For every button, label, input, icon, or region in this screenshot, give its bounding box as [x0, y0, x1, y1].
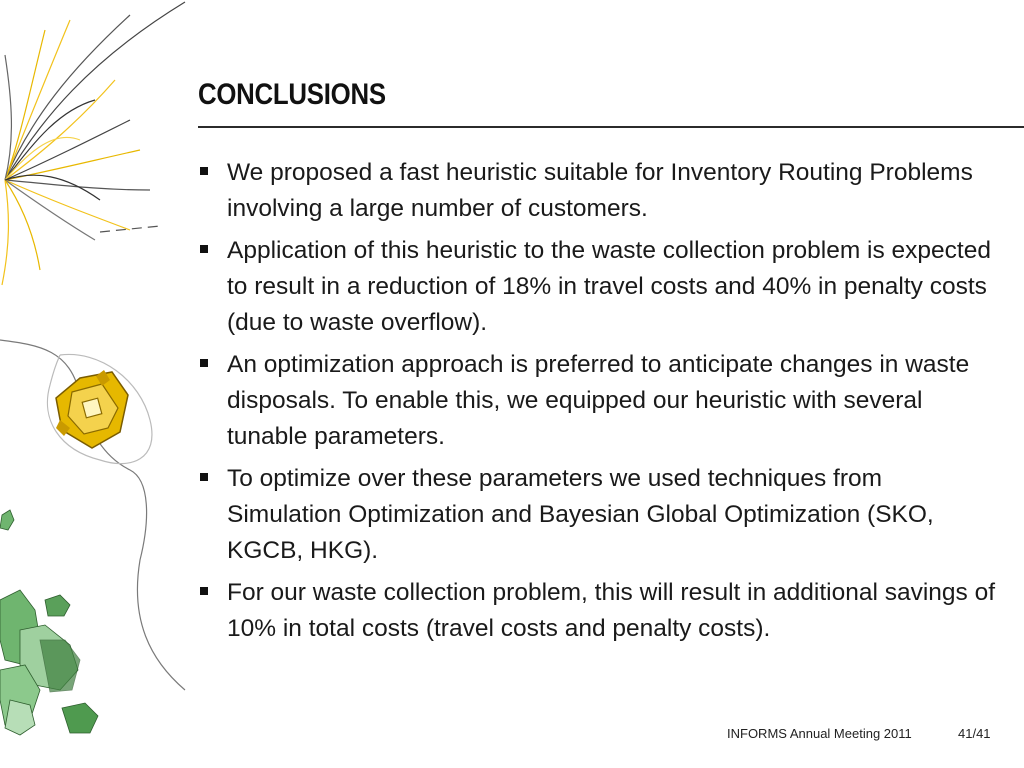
title-divider	[198, 126, 1024, 128]
bullet-item	[198, 461, 998, 569]
bullet-text: An optimization approach is preferred to anticipate changes in waste disposals. To enable this, we equipped our heuristic with several tunable parameters.	[227, 351, 970, 450]
bullet-text: We proposed a fast heuristic suitable for Inventory Routing Problems involving a large number of customers.	[227, 159, 973, 222]
page-number: 41/41	[958, 726, 991, 741]
bullet-text: To optimize over these parameters we used techniques from Simulation Optimization and Bayesian Global Optimization (SKO, KGCB, HKG).	[227, 465, 934, 564]
pendant-curve-decoration	[0, 340, 185, 690]
bullet-text: For our waste collection problem, this will result in additional savings of 10% in total costs (travel costs and penalty costs).	[227, 579, 996, 642]
footer-event: INFORMS Annual Meeting 2011	[727, 726, 912, 741]
bullet-text: Application of this heuristic to the waste collection problem is expected to result in a reduction of 18% in travel costs and 40% in penalty costs (due to waste overflow).	[227, 237, 991, 336]
square-bullet-icon	[200, 473, 208, 481]
square-bullet-icon	[200, 167, 208, 175]
bullet-item	[198, 347, 998, 455]
slide-title: CONCLUSIONS	[198, 78, 386, 111]
decorative-artwork	[0, 0, 200, 768]
bullet-item	[198, 575, 998, 647]
burst-lines-decoration	[2, 2, 185, 285]
bullet-list	[198, 155, 998, 653]
square-bullet-icon	[200, 359, 208, 367]
bullet-item	[198, 155, 998, 227]
bullet-item	[198, 233, 998, 341]
square-bullet-icon	[200, 587, 208, 595]
gold-cube-icon	[56, 370, 128, 448]
square-bullet-icon	[200, 245, 208, 253]
green-lattice-decoration	[0, 510, 98, 735]
